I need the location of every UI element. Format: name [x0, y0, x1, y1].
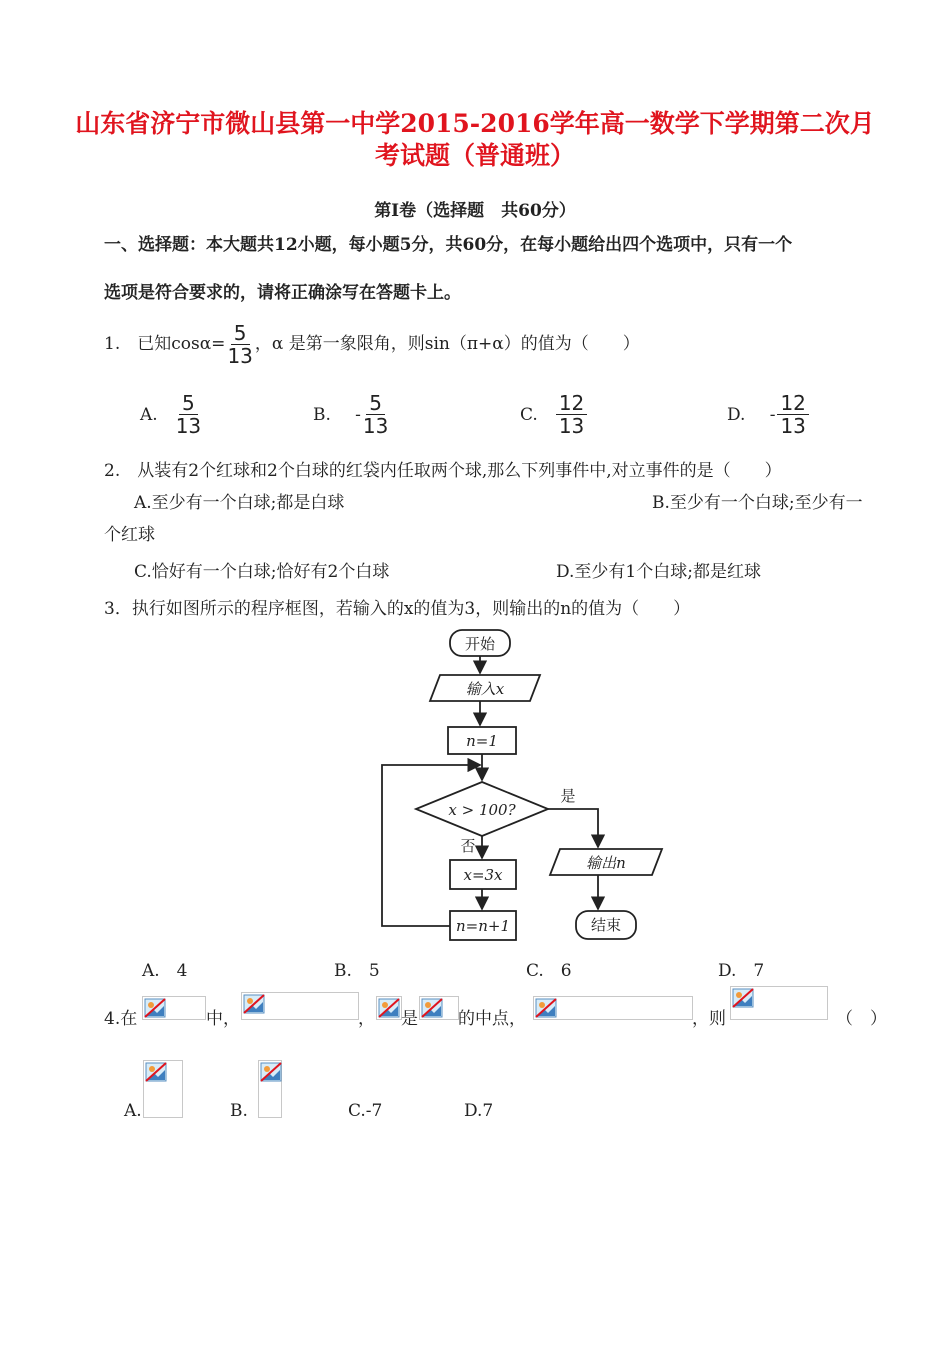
- q1-suffix: ，α 是第一象限角，则sin（π+α）的值为（ ）: [254, 334, 640, 354]
- broken-image-icon: [258, 1060, 282, 1118]
- q1-option-d: D. - $\frac{12}{13}$: [727, 392, 811, 437]
- q4-option-d: D.7: [464, 1101, 494, 1121]
- q1-fraction: [227, 322, 252, 367]
- q2-option-b-continued: 个红球: [104, 525, 155, 545]
- question-1-stem: [104, 320, 640, 368]
- document-title-line2: 考试题（普通班）: [374, 141, 575, 170]
- q4-answer-paren: （ ）: [836, 1009, 887, 1029]
- q2-option-d: D.至少有1个白球;都是红球: [556, 562, 761, 582]
- q4-mid1: 中，: [206, 1009, 240, 1029]
- q2-option-a: A.至少有一个白球;都是白球: [134, 493, 345, 513]
- q3-option-c: C. 6: [526, 961, 572, 981]
- q3-option-b: B. 5: [334, 961, 380, 981]
- broken-image-icon: [143, 1060, 183, 1118]
- broken-image-icon: [419, 996, 459, 1020]
- q1-option-c: C. $\frac{12}{13}$: [520, 392, 589, 437]
- q3-option-a: A. 4: [142, 961, 188, 981]
- flow-yes-label: 是: [560, 787, 576, 805]
- q1-option-a: A. $\frac{5}{13}$: [140, 391, 202, 438]
- program-flowchart: [370, 625, 680, 945]
- broken-image-icon: [730, 986, 828, 1020]
- flow-init-label: n=1: [466, 732, 498, 750]
- question-2-stem: 2. 从装有2个红球和2个白球的红袋内任取两个球,那么下列事件中,对立事件的是（ ）: [104, 461, 782, 481]
- flow-input-label: 输入x: [465, 680, 505, 698]
- flow-end-label: 结束: [590, 916, 622, 934]
- broken-image-icon: [533, 996, 693, 1020]
- flow-increment-label: n=n+1: [455, 917, 511, 935]
- q3-option-d: D. 7: [718, 961, 765, 981]
- q4-midpoint: 的中点，: [458, 1009, 526, 1029]
- q1-option-b: B. - $\frac{5}{13}$: [313, 391, 389, 438]
- q1-prefix: 1. 已知cosα=: [104, 334, 226, 354]
- instruction-line1: 一、选择题：本大题共12小题，每小题5分，共60分，在每小题给出四个选项中，只有一个: [104, 235, 793, 255]
- q4-is: 是: [401, 1009, 418, 1029]
- q4-comma1: ，: [358, 1009, 375, 1029]
- broken-image-icon: [376, 996, 402, 1020]
- flow-condition-label: x > 100?: [448, 801, 516, 819]
- flow-output-label: 输出n: [586, 854, 626, 872]
- q4-option-a: A.: [124, 1101, 142, 1121]
- q1-frac-den: 13: [227, 344, 253, 368]
- q1-frac-num: 5: [231, 322, 250, 345]
- q2-option-c: C.恰好有一个白球;恰好有2个白球: [134, 562, 390, 582]
- instruction-line2: 选项是符合要求的，请将正确涂写在答题卡上。: [104, 283, 461, 303]
- q4-option-b: B.: [230, 1101, 248, 1121]
- q4-comma2: ，则: [692, 1009, 726, 1029]
- q2-option-b: B.至少有一个白球;至少有一: [652, 493, 863, 513]
- flow-start-label: 开始: [464, 635, 496, 653]
- broken-image-icon: [241, 992, 359, 1020]
- question-3-stem: 3．执行如图所示的程序框图，若输入的x的值为3，则输出的n的值为（ ）: [104, 599, 691, 619]
- q4-prefix: 4.在: [104, 1009, 138, 1029]
- flow-multiply-label: x=3x: [463, 866, 503, 884]
- broken-image-icon: [142, 996, 206, 1020]
- document-title-line1: 山东省济宁市微山县第一中学2015-2016学年高一数学下学期第二次月: [75, 109, 875, 138]
- flow-no-label: 否: [460, 837, 476, 855]
- section-heading: 第Ⅰ卷（选择题 共60分）: [374, 201, 576, 221]
- q4-option-c: C.-7: [348, 1101, 383, 1121]
